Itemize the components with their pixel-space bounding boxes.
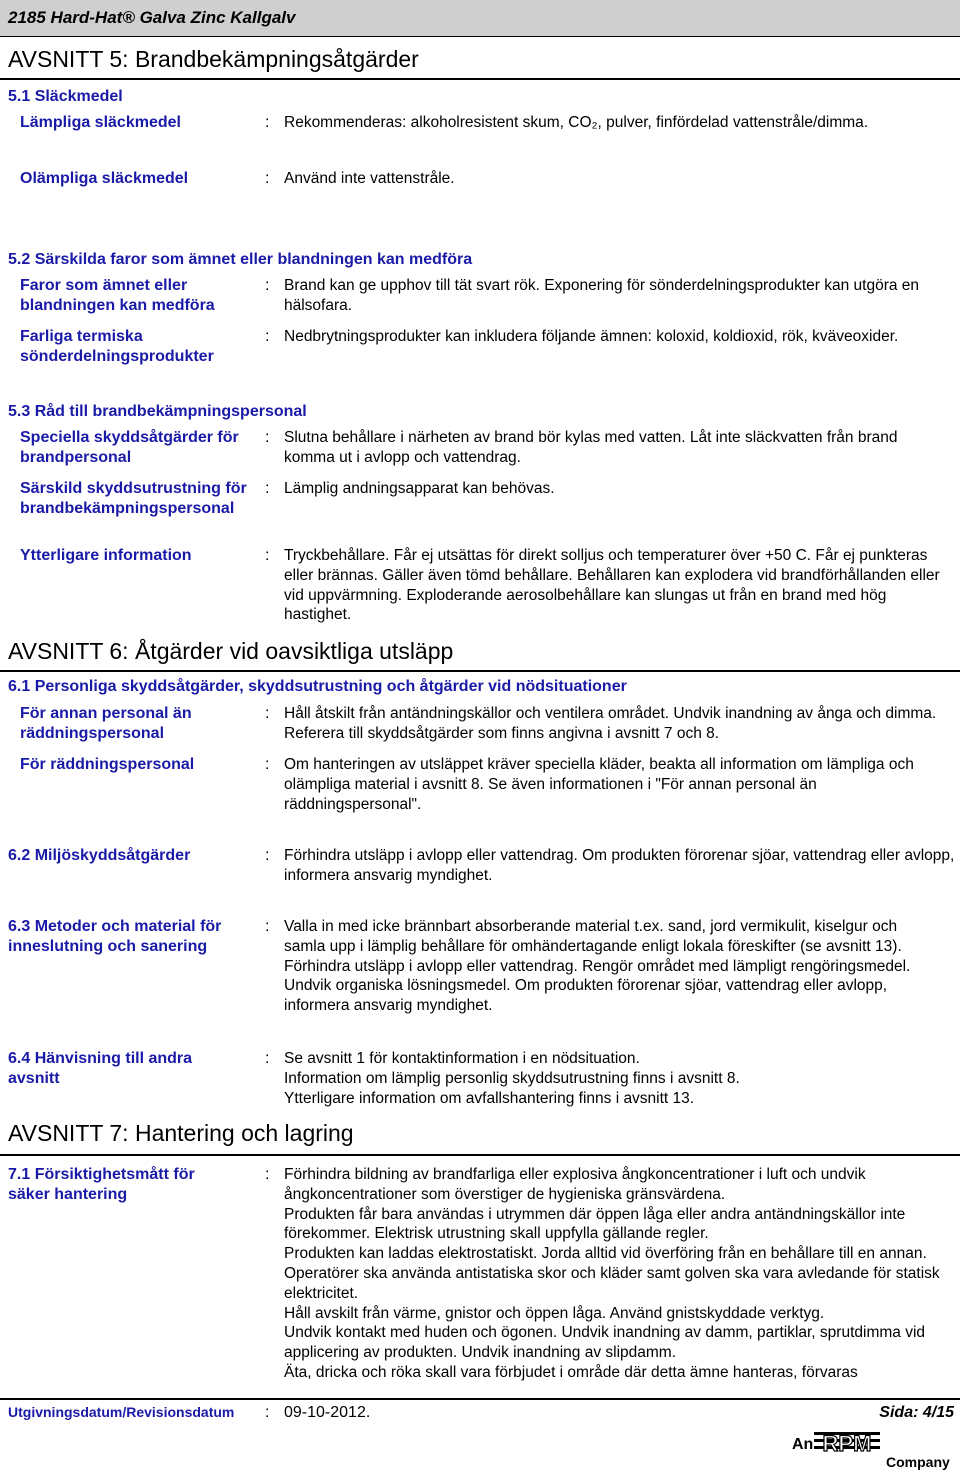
label-reference-sections: 6.4 Hänvisning till andra avsnitt xyxy=(8,1050,193,1087)
subsection-5-3: 5.3 Råd till brandbekämpningspersonal xyxy=(8,403,307,420)
section-5-title: AVSNITT 5: Brandbekämpningsåtgärder xyxy=(8,46,419,72)
reference-line: Information om lämplig personlig skyddsutrustning finns i avsnitt 8. xyxy=(284,1069,740,1087)
value-emergency-responders: Om hanteringen av utsläppet kräver speciella kläder, beakta all information om lämpliga och olämpliga material i avsnitt 8. Se även informationen i "För annan personal än räddningspersonal". xyxy=(284,756,914,813)
section-6-title: AVSNITT 6: Åtgärder vid oavsiktliga utsläpp xyxy=(8,638,454,664)
logo-an-text: An xyxy=(792,1436,814,1453)
label-emergency-responders: För räddningspersonal xyxy=(20,756,195,773)
value-thermal-decomposition: Nedbrytningsprodukter kan inkludera följande ämnen: koloxid, koldioxid, rök, kväveoxider. xyxy=(284,328,899,345)
label-protective-equipment: Särskild skyddsutrustning för brandbekämpningspersonal xyxy=(20,480,247,517)
page-number: Sida: 4/15 xyxy=(879,1404,954,1421)
label-additional-info: Ytterligare information xyxy=(20,547,192,564)
divider xyxy=(0,670,960,672)
value-non-emergency-personnel: Håll åtskilt från antändningskällor och ventilera området. Undvik inandning av ånga och dimma. Referera till skyddsåtgärder som finns angivna i avsnitt 7 och 8. xyxy=(284,705,937,742)
label-special-protective: Speciella skyddsåtgärder för brandpersonal xyxy=(20,429,239,466)
divider xyxy=(0,78,960,80)
label-unsuitable-agents: Olämpliga släckmedel xyxy=(20,170,189,187)
value-protective-equipment: Lämplig andningsapparat kan behövas. xyxy=(284,480,555,497)
footer-revision-date: 09-10-2012. xyxy=(284,1404,371,1421)
value-suitable-agents: Rekommenderas: alkoholresistent skum, CO₂, pulver, finfördelad vattenstråle/dimma. xyxy=(284,114,869,131)
label-thermal-decomposition: Farliga termiska sönderdelningsprodukter xyxy=(20,328,214,365)
subsection-5-1: 5.1 Släckmedel xyxy=(8,88,123,105)
handling-paragraph: Äta, dricka och röka skall vara förbjudet i område där detta ämne hanteras, förvaras xyxy=(284,1363,858,1381)
value-additional-info: Tryckbehållare. Får ej utsättas för direkt solljus och temperaturer över +50 C. Får ej punkteras eller brännas. Gäller även tömd behållare. Behållaren kan explodera vid brandförhållanden eller vid uppvärmning. Exploderande aerosolbehållare kan slungas ut från en brand med hög hastighet. xyxy=(284,547,940,624)
subsection-5-2: 5.2 Särskilda faror som ämnet eller blandningen kan medföra xyxy=(8,251,473,268)
value-hazards: Brand kan ge upphov till tät svart rök. Exponering för sönderdelningsprodukter kan utgöra en hälsofara. xyxy=(284,277,920,314)
reference-line: Ytterligare information om avfallshantering finns i avsnitt 13. xyxy=(284,1089,695,1107)
label-non-emergency-personnel: För annan personal än räddningspersonal xyxy=(20,705,192,742)
product-title: 2185 Hard-Hat® Galva Zinc Kallgalv xyxy=(8,8,296,27)
handling-paragraph: Produkten kan laddas elektrostatiskt. Jorda alltid vid överföring från en behållare till en annan. Operatörer ska använda antistatiska skor och kläder samt golven ska vara avledande för statisk elektricitet. xyxy=(284,1245,940,1302)
rpm-logo xyxy=(814,1430,884,1456)
handling-paragraph: Produkten får bara användas i utrymmen där öppen låga eller andra antändningskällor inte förekommer. Elektrisk utrustning skall uppfylla gällande regler. xyxy=(284,1205,906,1243)
handling-paragraph: Håll avskilt från värme, gnistor och öppen låga. Använd gnistskyddade verktyg. xyxy=(284,1304,825,1322)
handling-paragraph: Undvik kontakt med huden och ögonen. Undvik inandning av damm, partiklar, sprutdimma vid applicering av produkten. Undvik inandning av slipdamm. xyxy=(284,1324,926,1362)
value-special-protective: Slutna behållare i närheten av brand bör kylas med vatten. Låt inte släckvatten från brand komma ut i avlopp och vattendrag. xyxy=(284,429,898,466)
value-unsuitable-agents: Använd inte vattenstråle. xyxy=(284,170,455,187)
reference-line: Se avsnitt 1 för kontaktinformation i en nödsituation. xyxy=(284,1050,640,1067)
rpm-logo-text: RPM xyxy=(822,1431,872,1456)
handling-paragraph: Förhindra bildning av brandfarliga eller explosiva ångkoncentrationer i luft och undvik ångkoncentrationer som överstiger de hygieniska gränsvärdena. xyxy=(284,1166,866,1203)
value-containment-methods: Valla in med icke brännbart absorberande material t.ex. sand, jord vermikulit, kiselgur och samla upp i lämplig behållare för omhändertagande enligt lokala föreskifter (se avsnitt 13). Förhindra utsläpp i avlopp eller vattendrag. Rengör området med lämpligt rengöringsmedel. Undvik organiska lösningsmedel. Om produkten förorenar sjöar, vattendrag eller avlopp, informera ansvarig myndighet. xyxy=(284,918,911,1015)
label-suitable-agents: Lämpliga släckmedel xyxy=(20,114,181,131)
subsection-6-1: 6.1 Personliga skyddsåtgärder, skyddsutrustning och åtgärder vid nödsituationer xyxy=(8,678,627,695)
label-safe-handling: 7.1 Försiktighetsmått för säker hantering xyxy=(8,1166,195,1203)
divider xyxy=(0,1154,960,1156)
footer-revision-label: Utgivningsdatum/Revisionsdatum xyxy=(8,1404,235,1420)
footer-divider xyxy=(0,1398,960,1400)
label-hazards: Faror som ämnet eller blandningen kan medföra xyxy=(20,277,215,314)
value-reference-sections xyxy=(284,1049,740,1108)
label-containment-methods: 6.3 Metoder och material för inneslutning och sanering xyxy=(8,918,222,955)
section-7-title: AVSNITT 7: Hantering och lagring xyxy=(8,1120,354,1146)
label-environmental-precautions: 6.2 Miljöskyddsåtgärder xyxy=(8,847,191,864)
logo-company-text: Company xyxy=(886,1454,950,1470)
value-environmental-precautions: Förhindra utsläpp i avlopp eller vattendrag. Om produkten förorenar sjöar, vattendrag eller avlopp, informera ansvarig myndighet. xyxy=(284,847,955,884)
value-safe-handling xyxy=(284,1165,956,1383)
header-bar xyxy=(0,0,960,37)
